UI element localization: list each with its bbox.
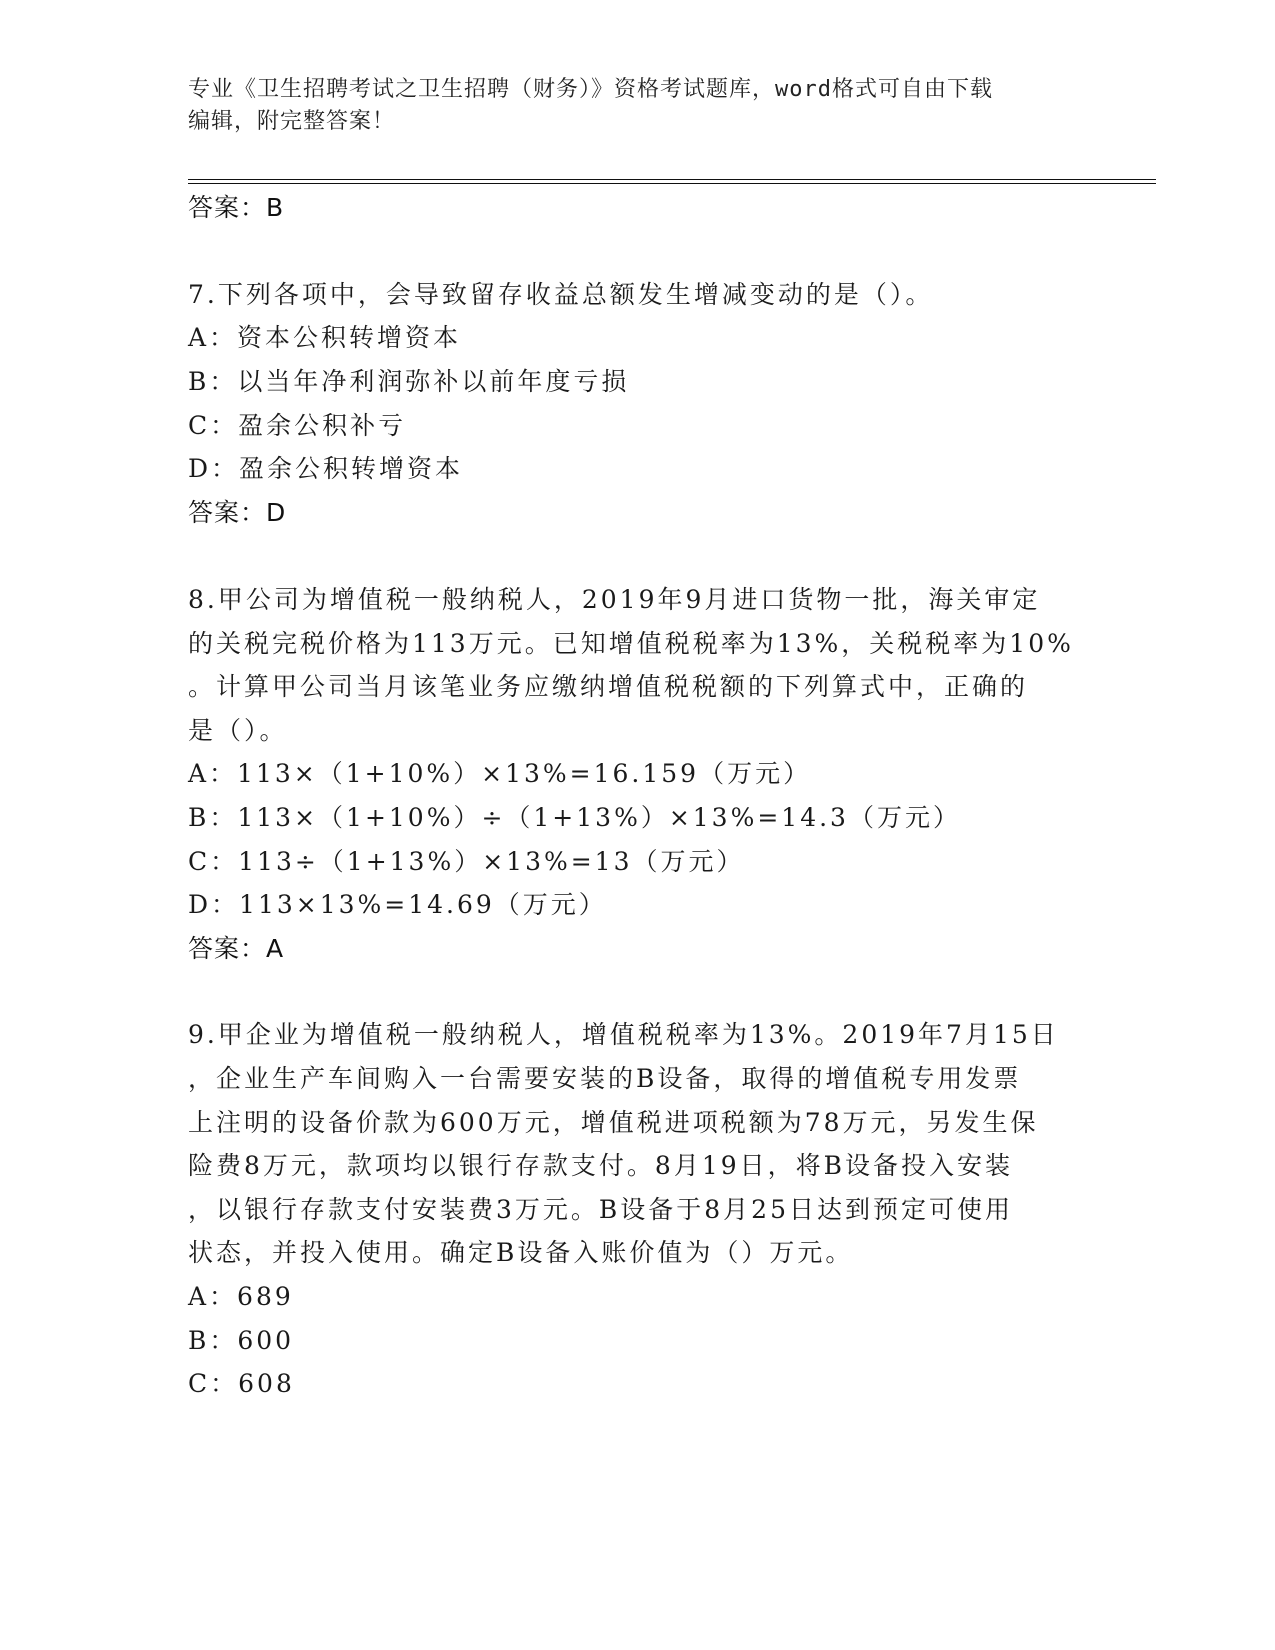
q7-option-d: D：盈余公积转增资本 <box>188 454 464 483</box>
prev-answer: 答案：B <box>188 193 285 222</box>
q9-stem-line-6: 状态，并投入使用。确定B设备入账价值为（）万元。 <box>188 1238 854 1267</box>
q8-option-b: B：113×（1+10%）÷（1+13%）×13%=14.3（万元） <box>188 803 961 832</box>
q8-stem-line-1: 8.甲公司为增值税一般纳税人，2019年9月进口货物一批，海关审定 <box>188 585 1041 614</box>
q7-answer: 答案：D <box>188 498 287 527</box>
header-line-1: 专业《卫生招聘考试之卫生招聘（财务）》资格考试题库，word格式可自由下载 <box>188 77 993 102</box>
q7-option-a: A：资本公积转增资本 <box>188 323 462 352</box>
q8-stem-line-3: 。计算甲公司当月该笔业务应缴纳增值税税额的下列算式中，正确的 <box>188 672 1029 701</box>
q7-stem-line-1: 7.下列各项中，会导致留存收益总额发生增减变动的是（）。 <box>188 280 934 309</box>
q9-stem-line-5: ，以银行存款支付安装费3万元。B设备于8月25日达到预定可使用 <box>188 1195 1013 1224</box>
q8-stem-line-4: 是（）。 <box>188 716 288 745</box>
q8-answer: 答案：A <box>188 934 285 963</box>
q8-option-a: A：113×（1+10%）×13%=16.159（万元） <box>188 759 812 788</box>
q9-stem-line-4: 险费8万元，款项均以银行存款支付。8月19日，将B设备投入安装 <box>188 1151 1013 1180</box>
document-header <box>188 74 1088 138</box>
header-rule-bottom <box>188 183 1156 184</box>
q9-stem-line-1: 9.甲企业为增值税一般纳税人，增值税税率为13%。2019年7月15日 <box>188 1020 1059 1049</box>
q8-option-d: D：113×13%=14.69（万元） <box>188 890 607 919</box>
header-line-2: 编辑，附完整答案！ <box>188 109 396 134</box>
q7-option-c: C：盈余公积补亏 <box>188 411 407 440</box>
q9-option-b: B：600 <box>188 1326 295 1355</box>
q9-option-c: C：608 <box>188 1369 295 1398</box>
q8-option-c: C：113÷（1+13%）×13%=13（万元） <box>188 847 745 876</box>
q8-stem-line-2: 的关税完税价格为113万元。已知增值税税率为13%，关税税率为10% <box>188 629 1074 658</box>
q9-stem-line-3: 上注明的设备价款为600万元，增值税进项税额为78万元，另发生保 <box>188 1108 1039 1137</box>
q7-option-b: B：以当年净利润弥补以前年度亏损 <box>188 367 630 396</box>
q9-stem-line-2: ，企业生产车间购入一台需要安装的B设备，取得的增值税专用发票 <box>188 1064 1022 1093</box>
q9-option-a: A：689 <box>188 1282 294 1311</box>
header-rule-top <box>188 179 1156 180</box>
